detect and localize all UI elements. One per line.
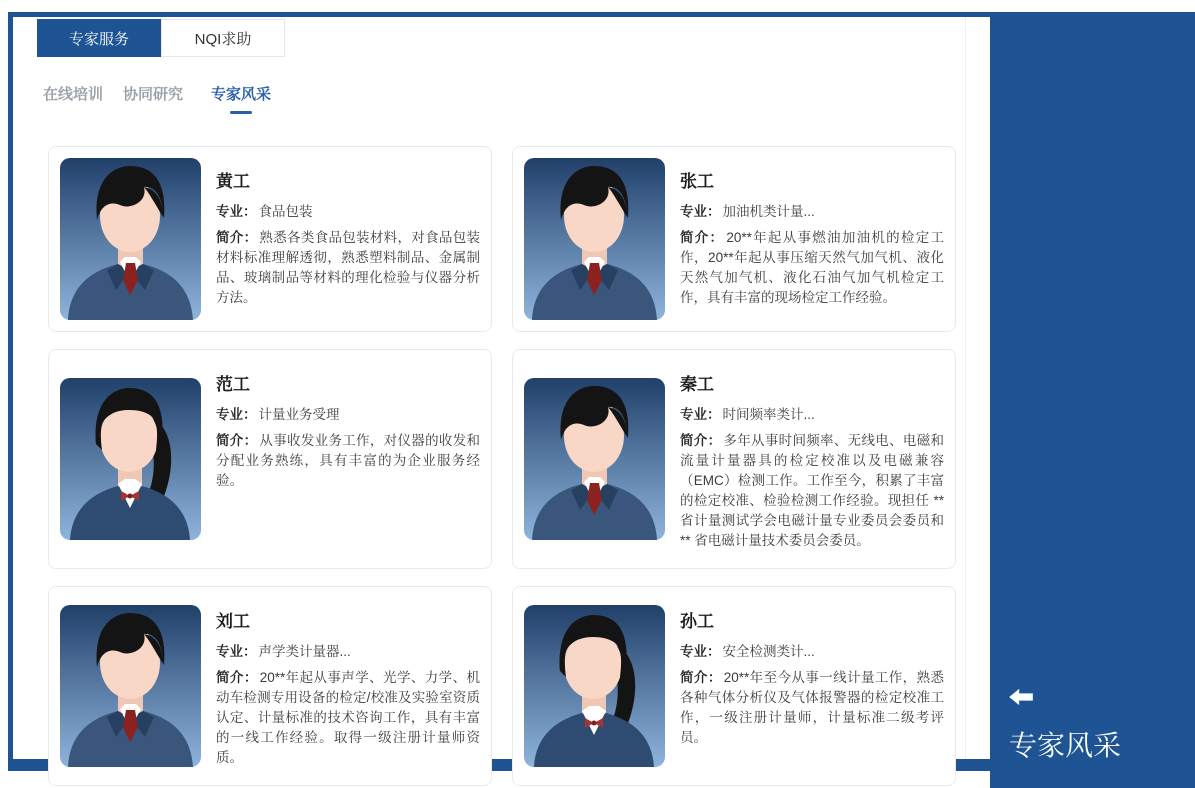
side-panel-label: 专家风采 <box>1009 730 1122 761</box>
intro-label: 简介： <box>216 670 258 685</box>
major-label: 专业： <box>216 407 257 422</box>
female-avatar <box>524 605 665 767</box>
expert-info <box>680 361 944 557</box>
major-label: 专业： <box>680 407 721 422</box>
intro-value: 20**年至今从事一线计量工作，熟悉各种气体分析仪及气体报警器的检定校准工作，一级注册计量师，计量标准二级考评员。 <box>680 670 944 745</box>
intro-value: 熟悉各类食品包装材料，对食品包装材料标准理解透彻，熟悉塑料制品、金属制品、玻璃制品等材料的理化检验与仪器分析方法。 <box>216 230 481 305</box>
expert-name: 孙工 <box>680 612 714 631</box>
expert-major <box>216 202 480 222</box>
tab-nqi-help[interactable]: NQI求助 <box>161 19 285 57</box>
intro-label: 简介： <box>216 433 258 448</box>
subtab-online-training[interactable]: 在线培训 <box>43 86 104 103</box>
expert-info <box>680 158 944 320</box>
expert-info <box>216 158 480 320</box>
expert-card[interactable] <box>512 146 956 332</box>
subtab-expert-showcase[interactable]: 专家风采 <box>211 83 271 114</box>
expert-card[interactable] <box>48 586 492 786</box>
expert-info <box>216 598 480 774</box>
expert-name: 秦工 <box>680 375 714 394</box>
expert-intro <box>216 431 480 491</box>
expert-card[interactable] <box>512 586 956 786</box>
intro-label: 简介： <box>216 230 258 245</box>
content-right-edge <box>965 17 966 759</box>
intro-label: 简介： <box>680 230 725 245</box>
expert-major <box>216 405 480 425</box>
expert-info <box>680 598 944 774</box>
expert-intro <box>680 431 944 551</box>
major-value: 计量业务受理 <box>258 407 340 422</box>
major-label: 专业： <box>216 204 257 219</box>
expert-name: 范工 <box>216 375 250 394</box>
intro-value: 20**年起从事燃油加油机的检定工作，20**年起从事压缩天然气加气机、液化天然气加气机、液化石油气加气机检定工作，具有丰富的现场检定工作经验。 <box>680 230 944 305</box>
male-avatar <box>60 605 201 767</box>
intro-value: 多年从事时间频率、无线电、电磁和流量计量器具的检定校准以及电磁兼容（EMC）检测工作。工作至今，积累了丰富的检定校准、检验检测工作经验。现担任 ** 省计量测试学会电磁计量专业委员会委员和 ** 省电磁计量技术委员会委员。 <box>680 433 945 548</box>
intro-value: 20**年起从事声学、光学、力学、机动车检测专用设备的检定/校准及实验室资质认定、计量标准的技术咨询工作，具有丰富的一线工作经验。取得一级注册计量师资质。 <box>216 670 480 765</box>
expert-card-grid <box>48 146 956 786</box>
expert-info <box>216 361 480 557</box>
major-label: 专业： <box>680 644 721 659</box>
expert-name: 黄工 <box>216 172 250 191</box>
side-panel <box>990 12 1195 788</box>
male-avatar <box>524 158 665 320</box>
expert-major <box>680 202 944 222</box>
major-value: 安全检测类计... <box>722 644 815 659</box>
subtab-bar <box>43 83 990 114</box>
major-value: 声学类计量器... <box>258 644 351 659</box>
main-panel <box>8 12 990 771</box>
expert-major <box>680 405 944 425</box>
major-value: 加油机类计量... <box>722 204 815 219</box>
expert-name: 张工 <box>680 172 714 191</box>
male-avatar <box>524 378 665 540</box>
expert-intro <box>216 228 480 308</box>
subtab-collaborative-research[interactable]: 协同研究 <box>123 86 184 103</box>
expert-card[interactable] <box>512 349 956 569</box>
intro-label: 简介： <box>680 433 722 448</box>
expert-major <box>680 642 944 662</box>
male-avatar <box>60 158 201 320</box>
expert-intro <box>680 668 944 748</box>
expert-card[interactable] <box>48 349 492 569</box>
back-arrow-icon[interactable] <box>1009 687 1033 707</box>
expert-intro <box>216 668 480 768</box>
intro-label: 简介： <box>680 670 722 685</box>
expert-major <box>216 642 480 662</box>
major-value: 食品包装 <box>258 204 313 219</box>
female-avatar <box>60 378 201 540</box>
tab-bar <box>37 19 990 57</box>
tab-expert-service[interactable]: 专家服务 <box>37 19 161 57</box>
major-value: 时间频率类计... <box>722 407 815 422</box>
major-label: 专业： <box>216 644 257 659</box>
major-label: 专业： <box>680 204 721 219</box>
expert-intro <box>680 228 944 308</box>
expert-card[interactable] <box>48 146 492 332</box>
intro-value: 从事收发业务工作，对仪器的收发和分配业务熟练，具有丰富的为企业服务经验。 <box>216 433 481 488</box>
expert-name: 刘工 <box>216 612 250 631</box>
side-panel-content <box>1009 687 1121 764</box>
